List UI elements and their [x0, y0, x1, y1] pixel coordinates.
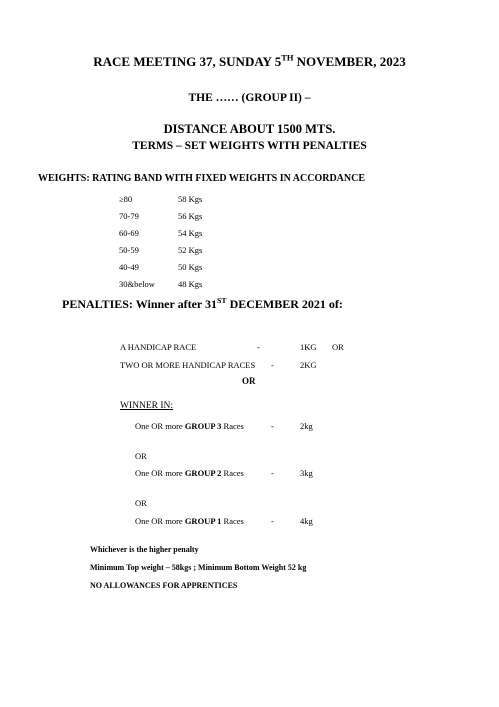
weight-limits-note: Minimum Top weight – 58kgs ; Minimum Bottom Weight 52 kg: [90, 563, 307, 572]
penalty-or: OR: [332, 342, 344, 352]
apprentice-note: NO ALLOWANCES FOR APPRENTICES: [90, 581, 238, 590]
title-superscript: TH: [281, 52, 294, 63]
group-label-grade: GROUP 2: [184, 468, 222, 478]
penalties-heading-date: DECEMBER 2021 of:: [226, 297, 343, 311]
weight-band: 40-49: [119, 262, 139, 272]
group-penalty-dash: -: [271, 468, 274, 478]
group-penalty-dash: -: [271, 421, 274, 431]
penalty-value: 1KG: [300, 342, 317, 352]
group-label-suffix: Races: [221, 468, 244, 478]
group-penalty-value: 3kg: [300, 468, 313, 478]
penalty-label: TWO OR MORE HANDICAP RACES: [120, 360, 256, 370]
group-penalty-value: 2kg: [300, 421, 313, 431]
penalties-heading-main: PENALTIES: Winner after 31: [62, 297, 218, 311]
weight-value: 48 Kgs: [178, 279, 203, 289]
group-label-grade: GROUP 1: [184, 516, 222, 526]
group-label-grade: GROUP 3: [184, 421, 222, 431]
weight-value: 56 Kgs: [178, 211, 203, 221]
weight-band: ≥80: [119, 194, 133, 204]
group-label-prefix: One OR more: [135, 468, 185, 478]
penalty-label: A HANDICAP RACE: [120, 342, 197, 352]
penalty-dash: -: [271, 360, 274, 370]
penalty-value: 2KG: [300, 360, 317, 370]
group-penalty-dash: -: [271, 516, 274, 526]
group-label-suffix: Races: [221, 421, 244, 431]
weight-value: 54 Kgs: [178, 228, 203, 238]
weights-heading: WEIGHTS: RATING BAND WITH FIXED WEIGHTS IN ACCORDANCE: [38, 173, 366, 184]
weight-band: 50-59: [119, 245, 139, 255]
group-label-suffix: Races: [221, 516, 244, 526]
weight-band: 30&below: [119, 279, 155, 289]
weight-value: 52 Kgs: [178, 245, 203, 255]
group-label-prefix: One OR more: [135, 421, 185, 431]
weight-band: 70-79: [119, 211, 139, 221]
weight-value: 50 Kgs: [178, 262, 203, 272]
race-name: THE …… (GROUP II) –: [188, 92, 311, 104]
or-separator: OR: [135, 451, 147, 461]
group-penalty-label: [135, 516, 244, 526]
or-divider: OR: [242, 376, 256, 386]
group-label-prefix: One OR more: [135, 516, 185, 526]
penalty-note: Whichever is the higher penalty: [90, 545, 199, 554]
winner-in-heading: WINNER IN:: [120, 401, 174, 411]
race-terms: TERMS – SET WEIGHTS WITH PENALTIES: [132, 140, 367, 152]
title-main: RACE MEETING 37, SUNDAY 5: [93, 54, 282, 69]
race-distance: DISTANCE ABOUT 1500 MTS.: [163, 122, 336, 136]
penalty-dash: -: [257, 342, 260, 352]
title-date: NOVEMBER, 2023: [293, 54, 406, 69]
group-penalty-value: 4kg: [300, 516, 313, 526]
weight-band: 60-69: [119, 228, 139, 238]
page-title: [0, 54, 499, 70]
penalties-heading-superscript: ST: [217, 296, 227, 305]
or-separator: OR: [135, 498, 147, 508]
penalties-heading: [62, 297, 343, 312]
weight-value: 58 Kgs: [178, 194, 203, 204]
group-penalty-label: [135, 468, 244, 478]
group-penalty-label: [135, 421, 244, 431]
